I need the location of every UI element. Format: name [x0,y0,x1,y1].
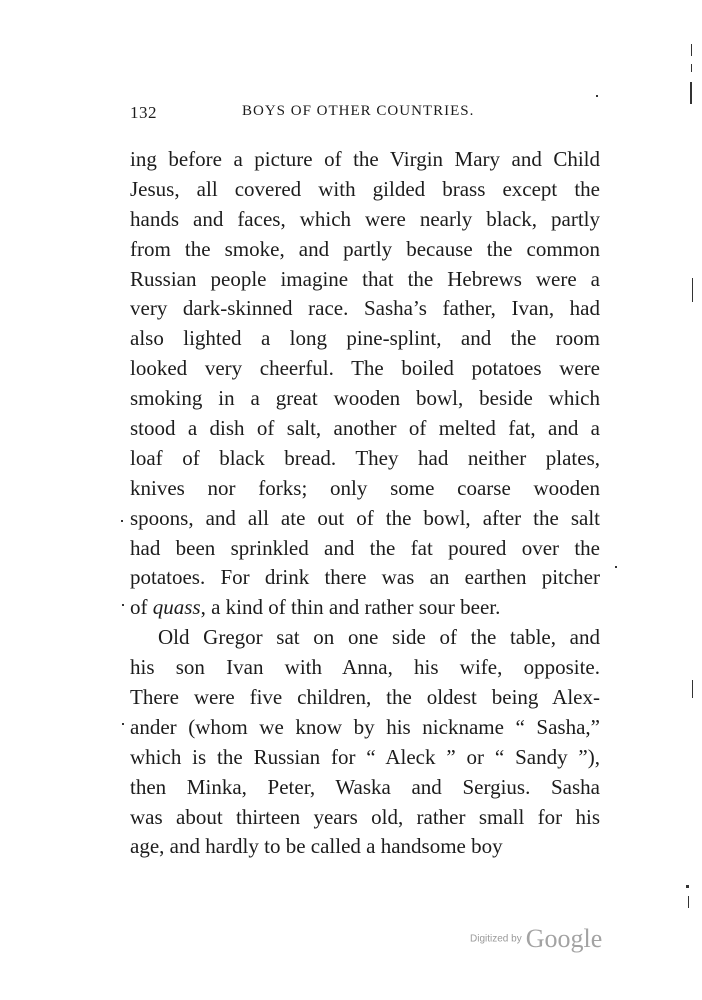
paragraph-last-line [130,593,600,623]
scan-speck [686,885,689,888]
italic-term: quass [152,595,201,620]
scan-speck [122,723,124,725]
text-line: Jesus, all covered with gilded brass except the [130,176,600,201]
text-line: very dark-skinned race. Sasha’s father, Ivan, had [130,296,600,321]
text-fragment: of [130,595,153,620]
text-line: hands and faces, which were nearly black, partly [130,206,600,231]
scan-speck [121,520,123,522]
text-line: ander (whom we know by his nickname “ Sasha,” [130,714,600,739]
scan-speck [122,604,124,606]
text-line: had been sprinkled and the fat poured over the [130,535,600,560]
text-line: stood a dish of salt, another of melted fat, and a [130,416,600,441]
text-line: which is the Russian for “ Aleck ” or “ Sandy ”), [130,744,600,769]
text-line: looked very cheerful. The boiled potatoes were [130,356,600,381]
text-fragment: , a kind of thin and rather sour beer. [200,595,501,620]
google-watermark [470,924,602,954]
text-line: was about thirteen years old, rather small for his [130,804,600,829]
text-line: potatoes. For drink there was an earthen pitcher [130,565,600,590]
text-line: Old Gregor sat on one side of the table, and [158,625,600,650]
scan-speck [691,64,692,72]
text-line: spoons, and all ate out of the bowl, after the salt [130,505,600,530]
running-title: BOYS OF OTHER COUNTRIES. [242,103,475,119]
text-line: from the smoke, and partly because the common [130,236,600,261]
text-line: also lighted a long pine-splint, and the room [130,326,600,351]
body-text [130,145,600,862]
text-line: then Minka, Peter, Waska and Sergius. Sasha [130,774,600,799]
text-line: Russian people imagine that the Hebrews were a [130,266,600,291]
scan-speck [615,566,617,568]
scan-speck [688,896,689,908]
google-logo: Google [525,924,603,953]
text-line: knives nor forks; only some coarse wooden [130,475,600,500]
scan-speck [596,95,598,97]
page-number: 132 [130,103,157,122]
scan-speck [692,278,693,302]
text-line: smoking in a great wooden bowl, beside which [130,386,600,411]
text-line: his son Ivan with Anna, his wife, opposite. [130,655,600,680]
page-header [130,103,600,127]
scan-speck [691,44,692,56]
scan-speck [690,82,692,104]
text-line: ing before a picture of the Virgin Mary and Child [130,147,600,171]
text-line: age, and hardly to be called a handsome boy [130,834,503,859]
watermark-caption: Digitized by [470,933,522,945]
scan-speck [692,680,693,698]
text-line: loaf of black bread. They had neither plates, [130,445,600,470]
text-line: There were five children, the oldest being Alex- [130,685,600,710]
